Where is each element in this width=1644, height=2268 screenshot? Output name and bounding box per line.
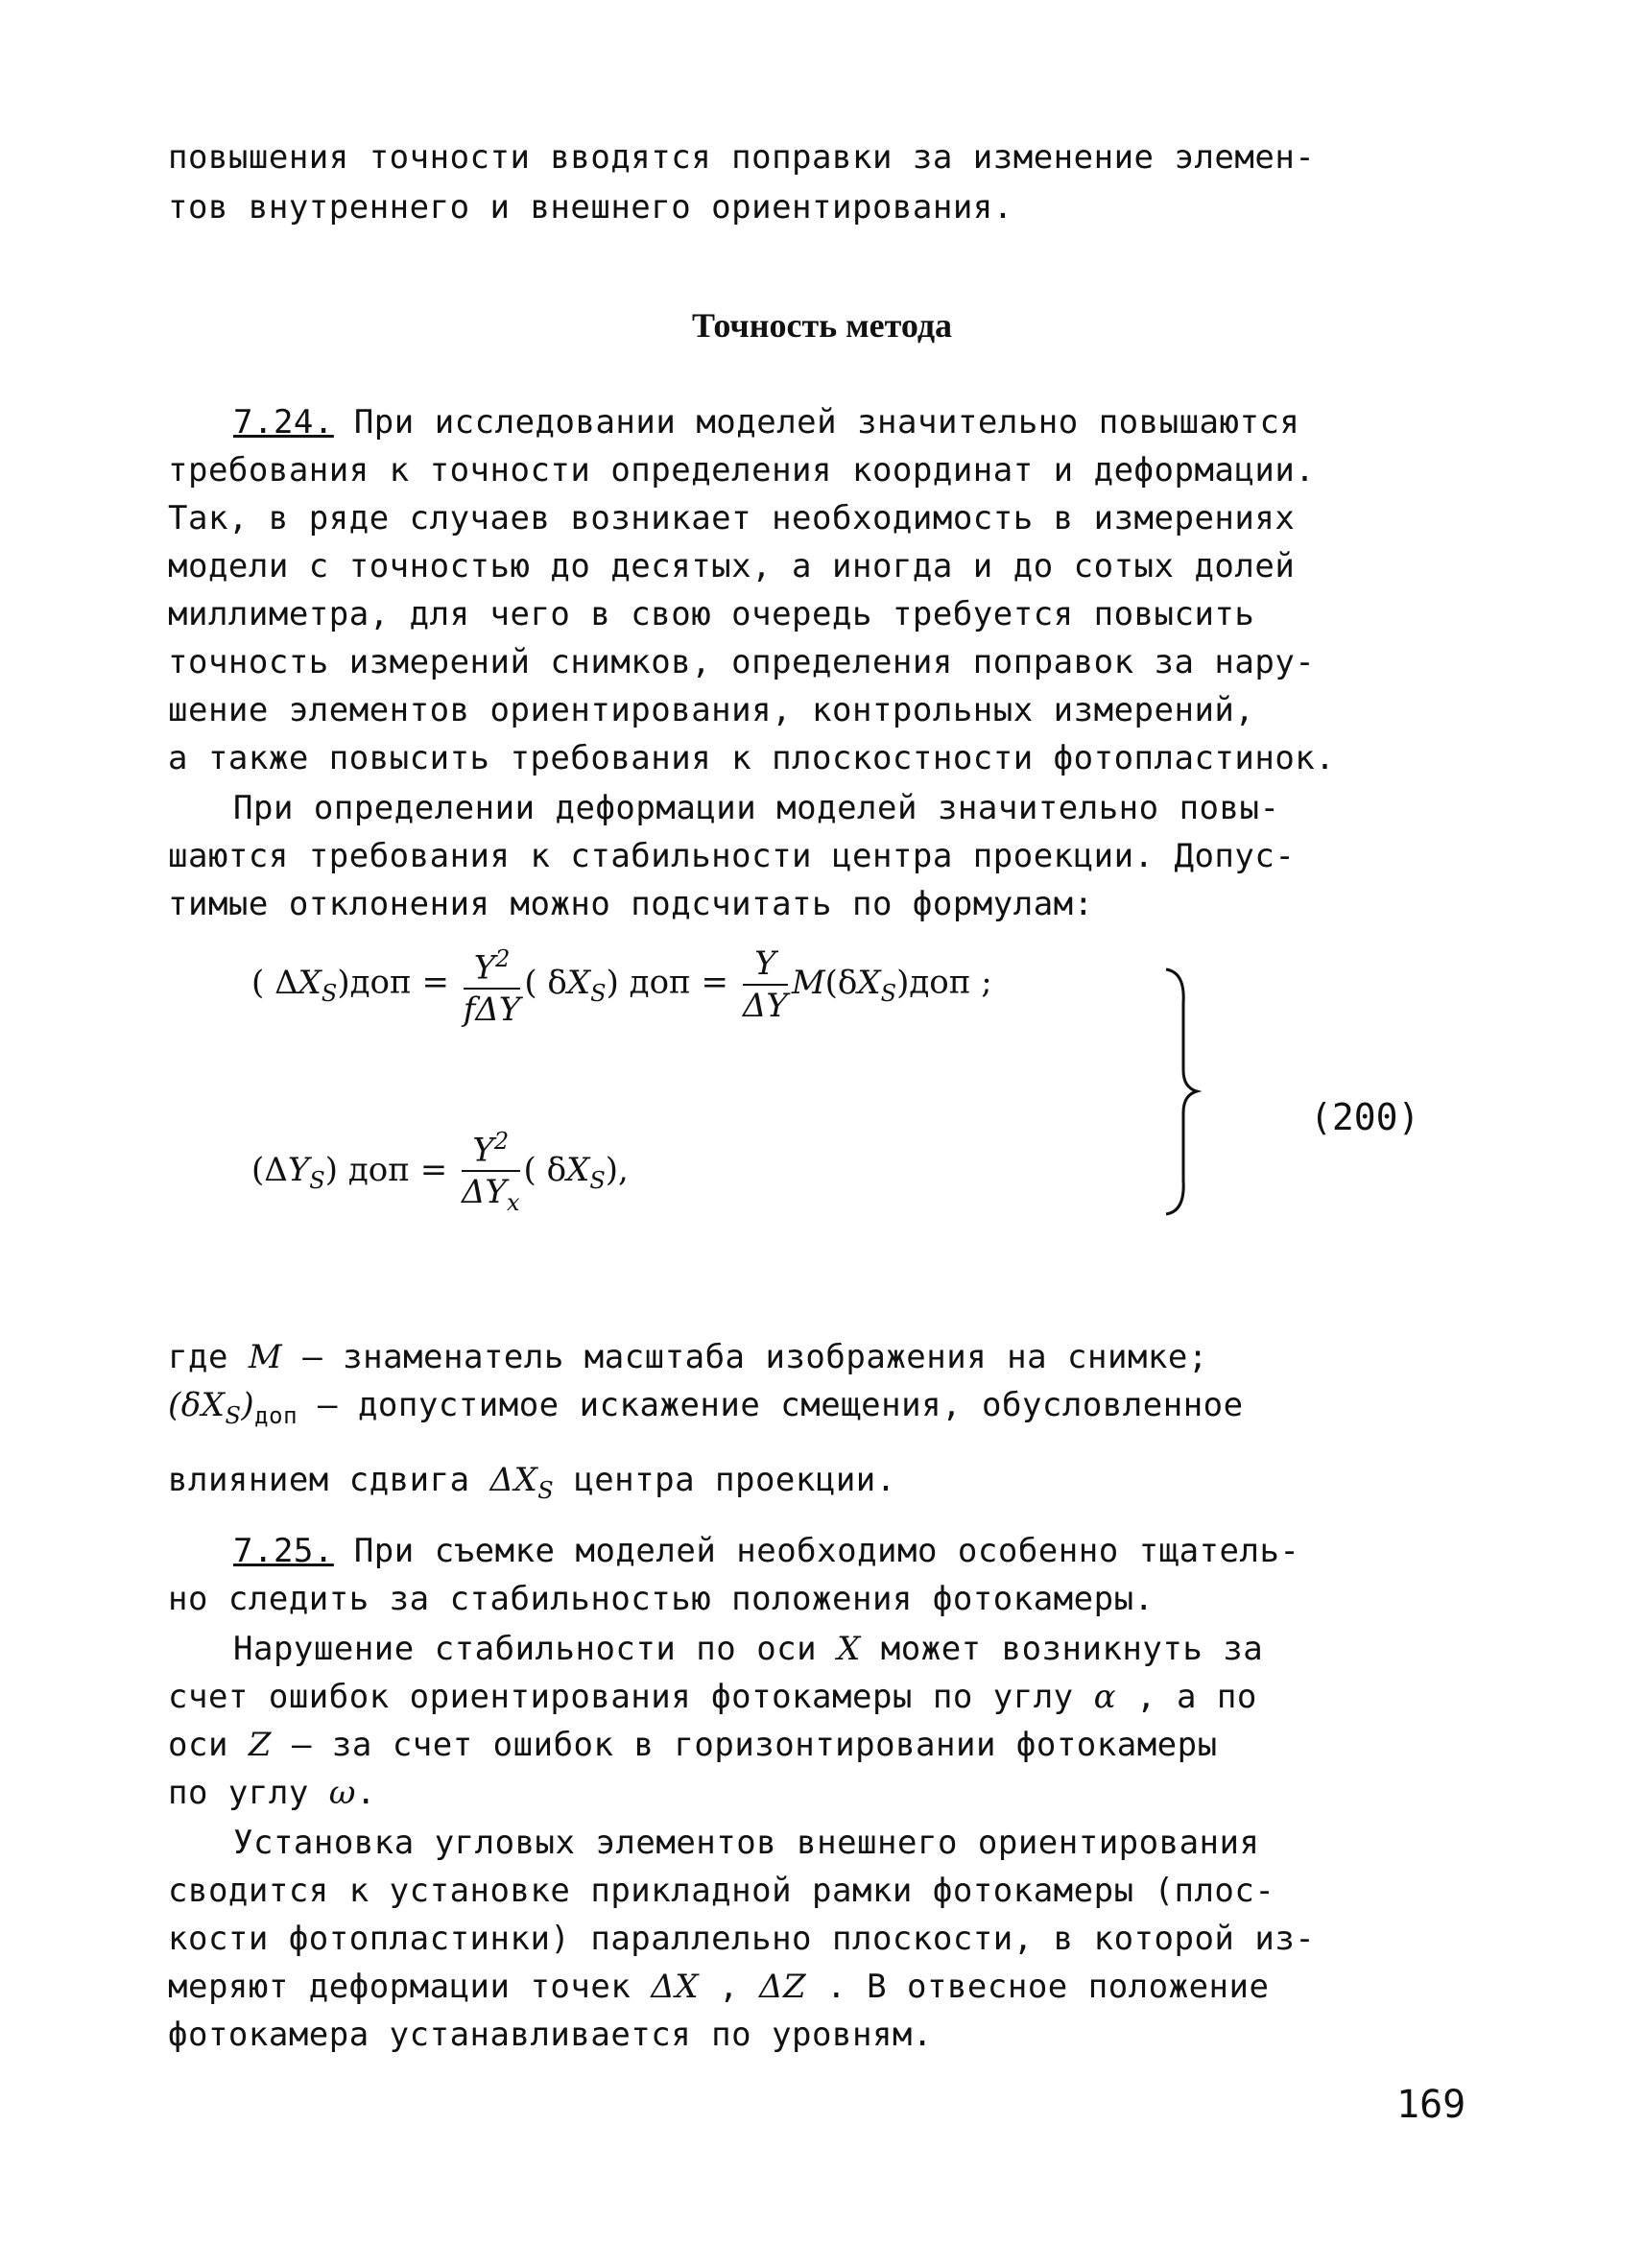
pstab-line-2: счет ошибок ориентирования фотокамеры по углу α , а по — [168, 1678, 1257, 1716]
p724-line-5: миллиметра, для чего в свою очередь требуется повысить — [168, 595, 1255, 633]
var-X: X — [837, 1630, 861, 1668]
p724-line-4: модели с точностью до десятых, а иногда и до сотых долей — [168, 547, 1296, 585]
dop-label: доп — [347, 1151, 410, 1190]
var-dZ: ΔZ — [758, 1968, 807, 2006]
var-dX: ΔX — [651, 1968, 700, 2006]
var-M: M — [248, 1338, 283, 1376]
pinst-line-1: Установка угловых элементов внешнего ориентирования — [233, 1824, 1260, 1862]
where-line-1: где M – знаменатель масштаба изображения на снимке; — [168, 1338, 1208, 1376]
formula-line-1: ( $\Delta X_S)доп$ = $\frac{Y^2}{\text{fΔY}}$ ( $\delta X_S$) доп = $\frac{Y}{\Delta Y}$ $M(\delta X_S)доп$ ; — [251, 939, 992, 1030]
pstab-line-4: по углу ω. — [168, 1774, 376, 1812]
page-number: 169 — [1396, 2083, 1466, 2127]
p724-text: При исследовании моделей значительно повышаются — [333, 403, 1300, 442]
pstab-line-1: Нарушение стабильности по оси X может возникнуть за — [233, 1630, 1264, 1668]
subscript-dop: доп — [254, 1401, 298, 1429]
equation-number: (200) — [1310, 1096, 1420, 1138]
intro-line-2: тов внутреннего и внешнего ориентирования. — [168, 188, 1013, 227]
pinst-line-3: кости фотопластинки) параллельно плоскости, в которой из- — [168, 1920, 1316, 1958]
p725-line-2: но следить за стабильностью положения фотокамеры. — [168, 1580, 1155, 1618]
where-line-3: влиянием сдвига $\Delta X_S$ центра проекции. — [168, 1461, 896, 1504]
where-line-2: $(\delta X_S)_{доп}$ – допустимое искажение смещения, обусловленное — [168, 1386, 1244, 1429]
paragraph-number: 7.24. — [233, 403, 334, 442]
dop-label: доп — [909, 963, 971, 1002]
intro-line-1: повышения точности вводятся поправки за изменение элемен- — [168, 138, 1316, 177]
fraction: $\frac{Y^2}{\Delta Y_x}$ — [462, 1121, 520, 1223]
section-heading: Точность метода — [691, 306, 953, 345]
p725-line-1: 7.25. При съемке моделей необходимо особенно тщатель- — [233, 1532, 1300, 1570]
pdef-line-1: При определении деформации моделей значительно повы- — [233, 789, 1280, 827]
dop-label: доп — [629, 963, 691, 1002]
var-alpha: α — [1093, 1678, 1117, 1716]
var-omega: ω — [328, 1774, 356, 1812]
fraction: $\frac{Y}{\Delta Y}$ — [742, 943, 788, 1025]
pdef-line-2: шаются требования к стабильности центра проекции. Допус- — [168, 837, 1296, 875]
p724-line-6: точность измерений снимков, определения поправок за нару- — [168, 643, 1316, 681]
curly-brace — [1156, 965, 1204, 1219]
p724-line-8: а также повысить требования к плоскостности фотопластинок. — [168, 739, 1336, 777]
p724-line-7: шение элементов ориентирования, контрольных измерений, — [168, 691, 1255, 729]
pstab-line-3: оси Z – за счет ошибок в горизонтировании фотокамеры — [168, 1726, 1218, 1764]
p724-line-2: требования к точности определения координат и деформации. — [168, 451, 1316, 489]
p724-line-1 — [233, 399, 1481, 445]
pinst-line-2: сводится к установке прикладной рамки фотокамеры (плос- — [168, 1872, 1275, 1910]
formula-line-2: $(\Delta Y_S)$ доп = $\frac{Y^2}{\Delta Y_x}$ ( $\delta X_S$), — [251, 1121, 629, 1223]
pinst-line-4: меряют деформации точек ΔX , ΔZ . В отвесное положение — [168, 1968, 1270, 2006]
pdef-line-3: тимые отклонения можно подсчитать по формулам: — [168, 885, 1094, 923]
var-Z: Z — [248, 1726, 273, 1764]
dop-label: доп — [349, 963, 412, 1002]
fraction: $\frac{Y^2}{\text{fΔY}}$ — [464, 939, 521, 1030]
pinst-line-5: фотокамера устанавливается по уровням. — [168, 2016, 933, 2054]
p724-line-3: Так, в ряде случаев возникает необходимость в измерениях — [168, 499, 1296, 537]
paragraph-number: 7.25. — [233, 1532, 334, 1570]
